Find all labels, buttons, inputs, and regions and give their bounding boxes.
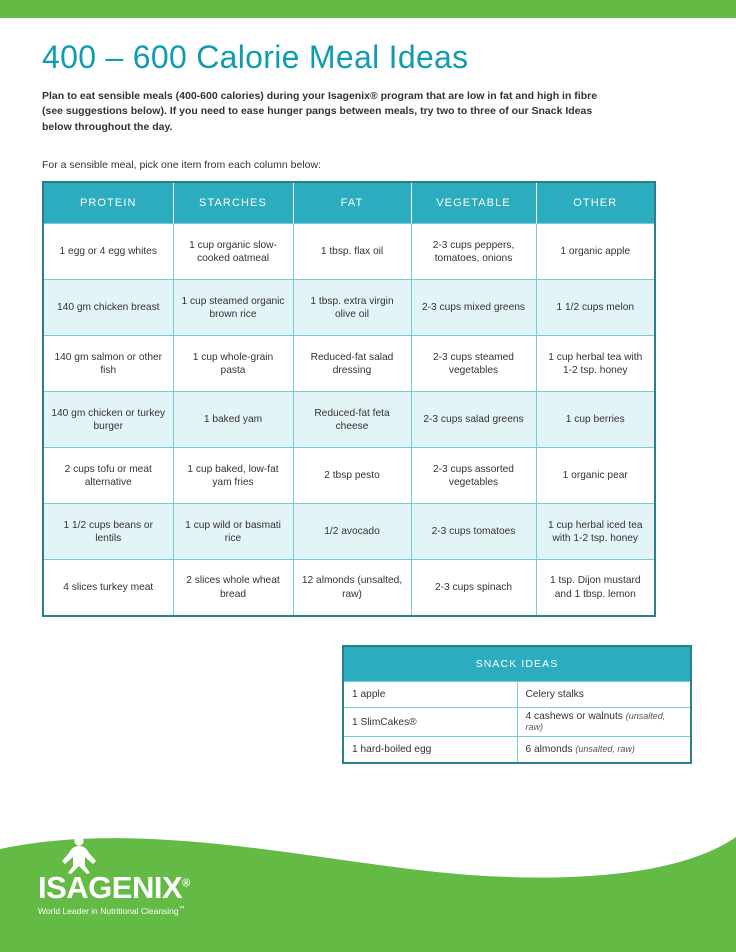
column-header-vegetable: VEGETABLE [411, 182, 536, 224]
cell-vegetable: 2-3 cups steamed vegetables [411, 336, 536, 392]
cell-other: 1 cup herbal iced tea with 1-2 tsp. honey [536, 504, 655, 560]
page-body [0, 18, 736, 764]
footer-banner [0, 807, 736, 952]
column-header-starches: STARCHES [173, 182, 293, 224]
cell-other: 1 1/2 cups melon [536, 280, 655, 336]
cell-protein: 2 cups tofu or meat alternative [43, 448, 173, 504]
cell-fat: 2 tbsp pesto [293, 448, 411, 504]
cell-protein: 1 1/2 cups beans or lentils [43, 504, 173, 560]
intro-paragraph: Plan to eat sensible meals (400-600 calories) during your Isagenix® program that are low in fat and high in fibre (see suggestions below). If you need to ease hunger pangs between meals, try two to three of our Snack Ideas below throughout the day. [42, 90, 598, 133]
cell-other: 1 organic pear [536, 448, 655, 504]
column-header-fat: FAT [293, 182, 411, 224]
cell-starches: 1 cup baked, low-fat yam fries [173, 448, 293, 504]
column-header-protein: PROTEIN [43, 182, 173, 224]
cell-protein: 140 gm salmon or other fish [43, 336, 173, 392]
snack-text: 4 cashews or walnuts [525, 711, 623, 723]
snack-cell-left: 1 SlimCakes® [343, 708, 517, 737]
cell-fat: 1 tbsp. extra virgin olive oil [293, 280, 411, 336]
snack-text: Celery stalks [525, 689, 584, 701]
cell-vegetable: 2-3 cups tomatoes [411, 504, 536, 560]
cell-starches: 1 cup organic slow-cooked oatmeal [173, 224, 293, 280]
snack-ideas-section [342, 645, 692, 764]
table-row [343, 737, 691, 763]
cell-other: 1 cup berries [536, 392, 655, 448]
content-area [0, 18, 736, 764]
brand-name: ISAGENIX® [38, 870, 190, 905]
snack-table-header: SNACK IDEAS [343, 646, 691, 682]
cell-vegetable: 2-3 cups spinach [411, 560, 536, 616]
snack-header-row [343, 646, 691, 682]
cell-protein: 1 egg or 4 egg whites [43, 224, 173, 280]
snack-cell-left: 1 apple [343, 682, 517, 708]
table-header-row [43, 182, 655, 224]
cell-fat: 12 almonds (unsalted, raw) [293, 560, 411, 616]
snack-cell-right [517, 682, 691, 708]
cell-fat: 1 tbsp. flax oil [293, 224, 411, 280]
table-row [343, 682, 691, 708]
lead-paragraph: For a sensible meal, pick one item from each column below: [42, 158, 321, 171]
cell-starches: 2 slices whole wheat bread [173, 560, 293, 616]
table-row [43, 560, 655, 616]
table-row [43, 336, 655, 392]
cell-other: 1 tsp. Dijon mustard and 1 tbsp. lemon [536, 560, 655, 616]
cell-fat: 1/2 avocado [293, 504, 411, 560]
cell-vegetable: 2-3 cups peppers, tomatoes, onions [411, 224, 536, 280]
trademark-mark: ™ [178, 906, 185, 913]
table-row [343, 708, 691, 737]
cell-protein: 140 gm chicken breast [43, 280, 173, 336]
snack-cell-right [517, 737, 691, 763]
snack-cell-left: 1 hard-boiled egg [343, 737, 517, 763]
table-row [43, 224, 655, 280]
snack-ideas-table [342, 645, 692, 764]
meal-ideas-table [42, 181, 656, 617]
isagenix-logo [38, 872, 190, 916]
cell-other: 1 cup herbal tea with 1-2 tsp. honey [536, 336, 655, 392]
cell-starches: 1 baked yam [173, 392, 293, 448]
brand-tagline: World Leader in Nutritional Cleansing™ [38, 906, 185, 916]
isagenix-figure-icon [56, 836, 102, 874]
cell-protein: 140 gm chicken or turkey burger [43, 392, 173, 448]
table-row [43, 448, 655, 504]
cell-starches: 1 cup wild or basmati rice [173, 504, 293, 560]
cell-other: 1 organic apple [536, 224, 655, 280]
column-header-other: OTHER [536, 182, 655, 224]
cell-protein: 4 slices turkey meat [43, 560, 173, 616]
cell-vegetable: 2-3 cups mixed greens [411, 280, 536, 336]
registered-mark: ® [182, 877, 190, 890]
snack-cell-right [517, 708, 691, 737]
page-title: 400 – 600 Calorie Meal Ideas [42, 39, 469, 75]
table-row [43, 504, 655, 560]
cell-starches: 1 cup steamed organic brown rice [173, 280, 293, 336]
cell-starches: 1 cup whole-grain pasta [173, 336, 293, 392]
cell-vegetable: 2-3 cups salad greens [411, 392, 536, 448]
snack-text: 6 almonds [525, 744, 573, 756]
cell-vegetable: 2-3 cups assorted vegetables [411, 448, 536, 504]
snack-note: (unsalted, raw) [525, 711, 666, 733]
snack-note: (unsalted, raw) [575, 744, 635, 755]
table-row [43, 392, 655, 448]
cell-fat: Reduced-fat salad dressing [293, 336, 411, 392]
table-row [43, 280, 655, 336]
top-green-bar [0, 0, 736, 18]
cell-fat: Reduced-fat feta cheese [293, 392, 411, 448]
